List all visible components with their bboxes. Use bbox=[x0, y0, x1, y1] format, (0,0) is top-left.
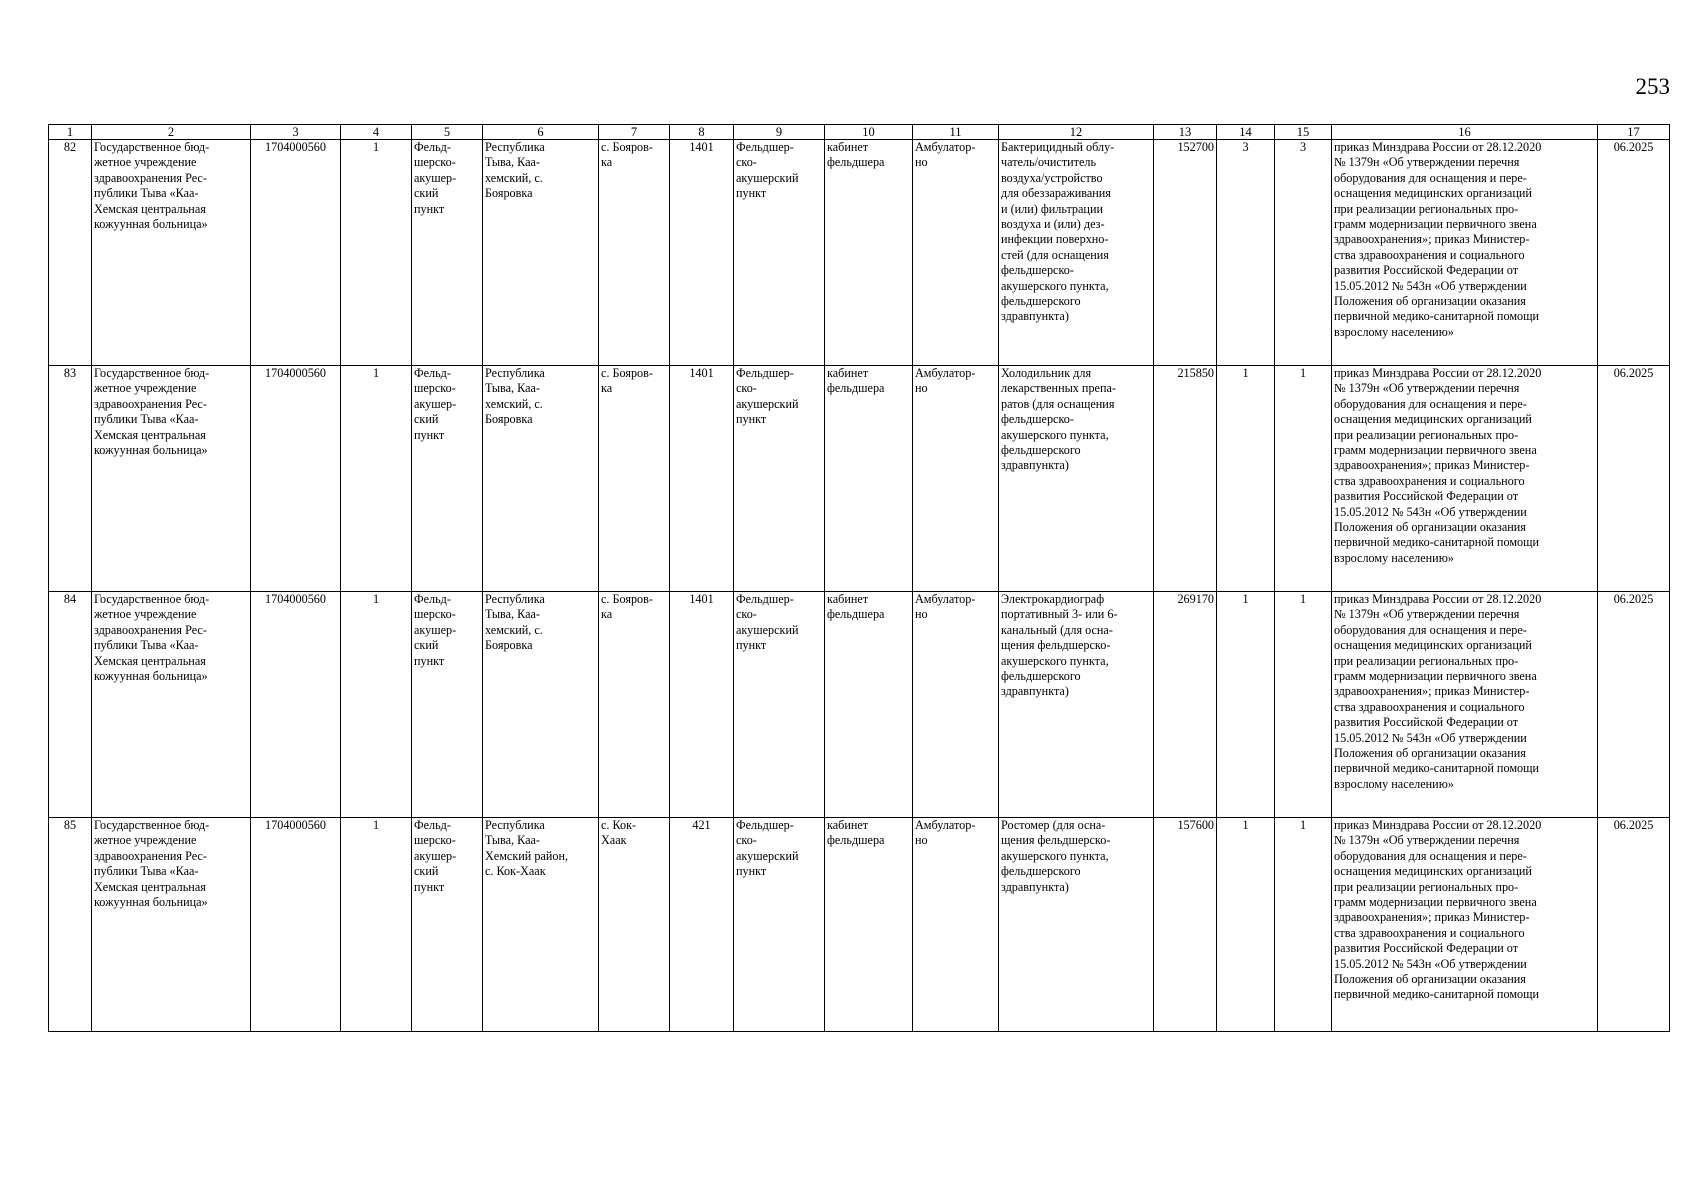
quantity-cell: 1 bbox=[1275, 818, 1332, 1032]
date-cell: 06.2025 bbox=[1598, 818, 1670, 1032]
quantity-cell: 1 bbox=[1217, 592, 1275, 818]
organization-cell: Государственное бюд- жетное учреждение здравоохранения Рес- публики Тыва «Каа- Хемская центральная кожуунная больница» bbox=[92, 592, 251, 818]
column-header: 15 bbox=[1275, 125, 1332, 140]
organization-cell: Государственное бюд- жетное учреждение здравоохранения Рес- публики Тыва «Каа- Хемская центральная кожуунная больница» bbox=[92, 366, 251, 592]
quantity-cell: 3 bbox=[1275, 140, 1332, 366]
price-cell: 157600 bbox=[1154, 818, 1217, 1032]
quantity-cell: 1 bbox=[1217, 818, 1275, 1032]
legal-basis-cell: приказ Минздрава России от 28.12.2020 № 1379н «Об утверждении перечня оборудования для оснащения и пере- оснащения медицинских организаций при реализации региональных про- грамм модернизации первичного звена здравоохранения»; приказ Министер- ства здравоохранения и социального развития Российской Федерации от 15.05.2012 № 543н «Об утверждении Положения об организации оказания первичной медико-санитарной помощи взрослому населению» bbox=[1332, 140, 1598, 366]
legal-basis-cell: приказ Минздрава России от 28.12.2020 № 1379н «Об утверждении перечня оборудования для оснащения и пере- оснащения медицинских организаций при реализации региональных про- грамм модернизации первичного звена здравоохранения»; приказ Министер- ства здравоохранения и социального развития Российской Федерации от 15.05.2012 № 543н «Об утверждении Положения об организации оказания первичной медико-санитарной помощи взрослому населению» bbox=[1332, 366, 1598, 592]
column-header: 2 bbox=[92, 125, 251, 140]
inn-cell: 1704000560 bbox=[251, 818, 341, 1032]
legal-basis-cell: приказ Минздрава России от 28.12.2020 № 1379н «Об утверждении перечня оборудования для оснащения и пере- оснащения медицинских организаций при реализации региональных про- грамм модернизации первичного звена здравоохранения»; приказ Министер- ства здравоохранения и социального развития Российской Федерации от 15.05.2012 № 543н «Об утверждении Положения об организации оказания первичной медико-санитарной помощи bbox=[1332, 818, 1598, 1032]
price-cell: 215850 bbox=[1154, 366, 1217, 592]
population-cell: 1401 bbox=[670, 140, 734, 366]
settlement-cell: с. Кок- Хаак bbox=[599, 818, 670, 1032]
column-header: 16 bbox=[1332, 125, 1598, 140]
date-cell: 06.2025 bbox=[1598, 366, 1670, 592]
unit-type-cell: Фельд- шерско- акушер- ский пункт bbox=[412, 818, 483, 1032]
unit-type-cell: Фельд- шерско- акушер- ский пункт bbox=[412, 366, 483, 592]
care-condition-cell: Амбулатор- но bbox=[913, 592, 999, 818]
department-cell: Фельдшер- ско- акушерский пункт bbox=[734, 366, 825, 592]
row-number-cell: 83 bbox=[49, 366, 92, 592]
table-row bbox=[49, 592, 1670, 818]
room-cell: кабинет фельдшера bbox=[825, 140, 913, 366]
equipment-cell: Бактерицидный облу- чатель/очиститель воздуха/устройство для обеззараживания и (или) фильтрации воздуха и (или) дез- инфекции поверхно- стей (для оснащения фельдшерско- акушерского пункта, фельдшерского здравпункта) bbox=[999, 140, 1154, 366]
column-header: 6 bbox=[483, 125, 599, 140]
page-number: 253 bbox=[1635, 74, 1670, 99]
column-header: 1 bbox=[49, 125, 92, 140]
organization-cell: Государственное бюд- жетное учреждение здравоохранения Рес- публики Тыва «Каа- Хемская центральная кожуунная больница» bbox=[92, 818, 251, 1032]
room-cell: кабинет фельдшера bbox=[825, 592, 913, 818]
equipment-table bbox=[48, 124, 1670, 1032]
settlement-cell: с. Бояров- ка bbox=[599, 140, 670, 366]
row-number-cell: 82 bbox=[49, 140, 92, 366]
column-header: 10 bbox=[825, 125, 913, 140]
column-header: 14 bbox=[1217, 125, 1275, 140]
column-header: 9 bbox=[734, 125, 825, 140]
settlement-cell: с. Бояров- ка bbox=[599, 366, 670, 592]
col4-cell: 1 bbox=[341, 592, 412, 818]
quantity-cell: 1 bbox=[1275, 366, 1332, 592]
col4-cell: 1 bbox=[341, 140, 412, 366]
quantity-cell: 1 bbox=[1275, 592, 1332, 818]
price-cell: 152700 bbox=[1154, 140, 1217, 366]
quantity-cell: 1 bbox=[1217, 366, 1275, 592]
settlement-cell: с. Бояров- ка bbox=[599, 592, 670, 818]
room-cell: кабинет фельдшера bbox=[825, 366, 913, 592]
population-cell: 421 bbox=[670, 818, 734, 1032]
equipment-cell: Холодильник для лекарственных препа- ратов (для оснащения фельдшерско- акушерского пункта, фельдшерского здравпункта) bbox=[999, 366, 1154, 592]
address-cell: Республика Тыва, Каа- хемский, с. Бояровка bbox=[483, 366, 599, 592]
legal-basis-cell: приказ Минздрава России от 28.12.2020 № 1379н «Об утверждении перечня оборудования для оснащения и пере- оснащения медицинских организаций при реализации региональных про- грамм модернизации первичного звена здравоохранения»; приказ Министер- ства здравоохранения и социального развития Российской Федерации от 15.05.2012 № 543н «Об утверждении Положения об организации оказания первичной медико-санитарной помощи взрослому населению» bbox=[1332, 592, 1598, 818]
address-cell: Республика Тыва, Каа- Хемский район, с. Кок-Хаак bbox=[483, 818, 599, 1032]
column-header: 12 bbox=[999, 125, 1154, 140]
address-cell: Республика Тыва, Каа- хемский, с. Бояровка bbox=[483, 140, 599, 366]
row-number-cell: 85 bbox=[49, 818, 92, 1032]
date-cell: 06.2025 bbox=[1598, 140, 1670, 366]
quantity-cell: 3 bbox=[1217, 140, 1275, 366]
column-header: 17 bbox=[1598, 125, 1670, 140]
table-body bbox=[49, 140, 1670, 1032]
column-header: 11 bbox=[913, 125, 999, 140]
row-number-cell: 84 bbox=[49, 592, 92, 818]
department-cell: Фельдшер- ско- акушерский пункт bbox=[734, 818, 825, 1032]
care-condition-cell: Амбулатор- но bbox=[913, 140, 999, 366]
address-cell: Республика Тыва, Каа- хемский, с. Бояровка bbox=[483, 592, 599, 818]
column-header: 8 bbox=[670, 125, 734, 140]
unit-type-cell: Фельд- шерско- акушер- ский пункт bbox=[412, 592, 483, 818]
column-header: 4 bbox=[341, 125, 412, 140]
population-cell: 1401 bbox=[670, 366, 734, 592]
population-cell: 1401 bbox=[670, 592, 734, 818]
department-cell: Фельдшер- ско- акушерский пункт bbox=[734, 592, 825, 818]
table-row bbox=[49, 366, 1670, 592]
table-row bbox=[49, 818, 1670, 1032]
inn-cell: 1704000560 bbox=[251, 366, 341, 592]
col4-cell: 1 bbox=[341, 366, 412, 592]
column-header: 13 bbox=[1154, 125, 1217, 140]
equipment-cell: Электрокардиограф портативный 3- или 6- канальный (для осна- щения фельдшерско- акушерского пункта, фельдшерского здравпункта) bbox=[999, 592, 1154, 818]
col4-cell: 1 bbox=[341, 818, 412, 1032]
equipment-cell: Ростомер (для осна- щения фельдшерско- акушерского пункта, фельдшерского здравпункта) bbox=[999, 818, 1154, 1032]
column-header: 5 bbox=[412, 125, 483, 140]
table-header bbox=[49, 125, 1670, 140]
care-condition-cell: Амбулатор- но bbox=[913, 818, 999, 1032]
organization-cell: Государственное бюд- жетное учреждение здравоохранения Рес- публики Тыва «Каа- Хемская центральная кожуунная больница» bbox=[92, 140, 251, 366]
price-cell: 269170 bbox=[1154, 592, 1217, 818]
column-header: 3 bbox=[251, 125, 341, 140]
unit-type-cell: Фельд- шерско- акушер- ский пункт bbox=[412, 140, 483, 366]
department-cell: Фельдшер- ско- акушерский пункт bbox=[734, 140, 825, 366]
table-row bbox=[49, 140, 1670, 366]
room-cell: кабинет фельдшера bbox=[825, 818, 913, 1032]
inn-cell: 1704000560 bbox=[251, 592, 341, 818]
inn-cell: 1704000560 bbox=[251, 140, 341, 366]
care-condition-cell: Амбулатор- но bbox=[913, 366, 999, 592]
date-cell: 06.2025 bbox=[1598, 592, 1670, 818]
header-row bbox=[49, 125, 1670, 140]
column-header: 7 bbox=[599, 125, 670, 140]
